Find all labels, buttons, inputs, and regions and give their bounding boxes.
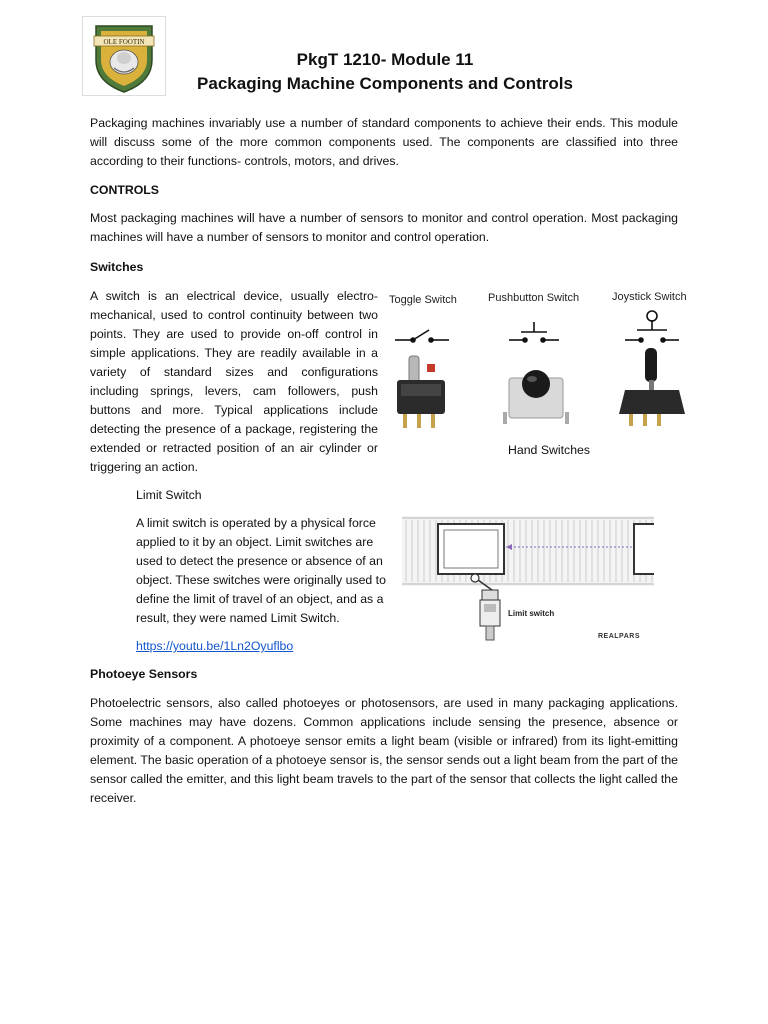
youtube-link[interactable]: https://youtu.be/1Ln2Oyuflbo: [136, 639, 294, 653]
toggle-switch-image: [397, 356, 445, 428]
youtube-link-wrapper: [136, 637, 293, 656]
pushbutton-symbol-icon: [509, 322, 559, 342]
toggle-symbol-icon: [395, 330, 449, 342]
hand-switches-figure: [387, 286, 699, 442]
joystick-symbol-icon: [625, 311, 679, 342]
controls-paragraph: Most packaging machines will have a number of sensors to monitor and control operation. Most packaging machines will have a number of sensors to monitor and control operation.: [90, 211, 678, 244]
switches-paragraph: A switch is an electrical device, usually electro-mechanical, used to control continuity between two points. They are used to provide on-off control in simple applications. They are readily available in a variety of standard sizes and configurations including springs, levers, cam followers, push buttons and more. Typical applications include detecting the presence of a package, registering the extended or retracted position of an air cylinder or triggering an action.: [90, 289, 378, 474]
school-logo: [82, 16, 166, 96]
joystick-switch-image: [619, 348, 685, 426]
limit-switch-figure-label: Limit switch: [508, 609, 555, 618]
realpars-brand: REALPARS: [598, 633, 640, 640]
logo-text: OLE FOOTIN: [103, 38, 145, 46]
photoeye-paragraph: Photoelectric sensors, also called photoeyes or photosensors, are used in many packaging applications. Some machines may have dozens. Common applications include sensing the presence, absence or proximity of a component. A photoeye sensor emits a light beam (visible or infrared) from its light-emitting element. The basic operation of a photoeye sensor is, the sensor sends out a light beam from the part of the sensor called the emitter, and this light beam travels to the part of the sensor that collects the light called the receiver.: [90, 696, 678, 805]
limit-switch-heading: Limit Switch: [136, 488, 202, 502]
document-subtitle: Packaging Machine Components and Controls: [197, 74, 573, 93]
limit-switch-paragraph: A limit switch is operated by a physical force applied to it by an object. Limit switches are used to detect the presence or absence of an object. These switches were originally used to define the limit of travel of an object, and as a result, they were named Limit Switch.: [136, 516, 386, 625]
intro-paragraph: Packaging machines invariably use a number of standard components to achieve their ends. This module will discuss some of the more common components used. The components are classified into three according to their functions- controls, motors, and drives.: [90, 116, 678, 168]
limit-switch-figure: [402, 514, 654, 644]
hand-switches-caption: Hand Switches: [508, 443, 591, 457]
joystick-switch-label: Joystick Switch: [612, 291, 687, 303]
switches-heading: Switches: [90, 260, 144, 274]
controls-heading: CONTROLS: [90, 183, 159, 197]
pushbutton-switch-image: [503, 370, 569, 424]
pushbutton-switch-label: Pushbutton Switch: [488, 292, 580, 304]
photoeye-heading: Photoeye Sensors: [90, 667, 198, 681]
toggle-switch-label: Toggle Switch: [389, 294, 457, 306]
document-header: [160, 48, 610, 96]
document-title: PkgT 1210- Module 11: [296, 50, 474, 69]
